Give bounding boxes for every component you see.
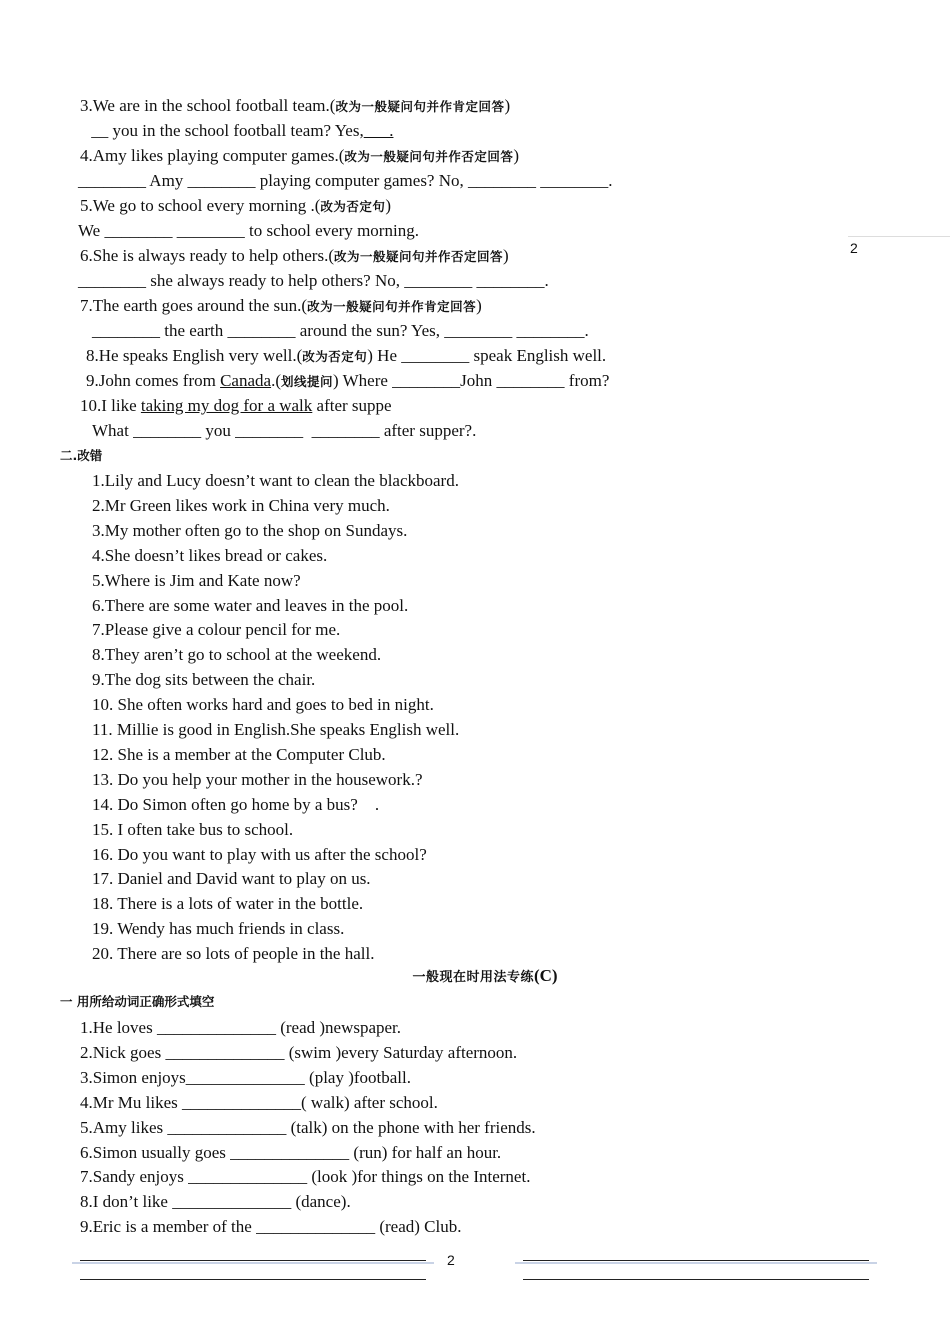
footer-rule-right-bottom — [523, 1279, 869, 1280]
footer-page-number: 2 — [447, 1252, 455, 1268]
fill-blank-item: 8.I don’t like ______________ (dance). — [80, 1192, 351, 1212]
correction-item: 2.Mr Green likes work in China very much. — [92, 495, 390, 515]
correction-item: 16. Do you want to play with us after the school? — [92, 844, 427, 864]
section-c-title: 一般现在时用法专练(C) — [412, 966, 558, 985]
q4-line: 4.Amy likes playing computer games.(改为一般疑问句并作否定回答) — [80, 146, 520, 165]
correction-item: 13. Do you help your mother in the housework.? — [92, 769, 423, 789]
footer-rule-right-shadow — [515, 1262, 877, 1264]
correction-item: 1.Lily and Lucy doesn’t want to clean the blackboard. — [92, 471, 459, 490]
correction-item: 4.She doesn’t likes bread or cakes. — [92, 545, 328, 565]
fill-blank-item: 4.Mr Mu likes ______________( walk) after school. — [80, 1092, 438, 1112]
fill-blank-item: 2.Nick goes ______________ (swim )every Saturday afternoon. — [80, 1042, 518, 1062]
correction-item: 3.My mother often go to the shop on Sundays. — [92, 520, 408, 540]
fill-blank-item: 9.Eric is a member of the ______________ (read) Club. — [80, 1217, 462, 1237]
q7-answer-line: ________ the earth ________ around the sun? Yes, ________ ________. — [92, 321, 589, 340]
q6-answer-line: ________ she always ready to help others? No, ________ ________. — [78, 271, 549, 290]
side-page-number: 2 — [850, 240, 858, 256]
q6-line: 6.She is always ready to help others.(改为一般疑问句并作否定回答) — [80, 246, 509, 265]
correction-item: 11. Millie is good in English.She speaks English well. — [92, 720, 460, 739]
q3-answer-line: __ you in the school football team? Yes, . — [87, 121, 394, 140]
q10-answer-line: What ________ you ________ ________ after supper?. — [92, 421, 477, 440]
correction-item: 6.There are some water and leaves in the pool. — [92, 595, 409, 615]
correction-item: 15. I often take bus to school. — [92, 819, 294, 839]
fill-blank-item: 5.Amy likes ______________ (talk) on the phone with her friends. — [80, 1117, 536, 1137]
q4-answer-line: ________ Amy ________ playing computer games? No, ________ ________. — [78, 171, 613, 190]
section-two-heading: 二.改错 — [60, 448, 103, 463]
correction-item: 10. She often works hard and goes to bed in night. — [92, 695, 434, 715]
q5-answer-line: We ________ ________ to school every morning. — [78, 221, 419, 240]
section-c-heading: 一 用所给动词正确形式填空 — [60, 994, 215, 1009]
correction-item: 8.They aren’t go to school at the weekend. — [92, 645, 382, 665]
correction-item: 14. Do Simon often go home by a bus? . — [92, 794, 380, 814]
correction-item: 9.The dog sits between the chair. — [92, 670, 316, 690]
fill-blank-item: 3.Simon enjoys______________ (play )football. — [80, 1067, 412, 1087]
q8-line: 8.He speaks English very well.(改为否定句) He ________ speak English well. — [86, 346, 607, 365]
correction-item: 5.Where is Jim and Kate now? — [92, 570, 301, 590]
q7-line: 7.The earth goes around the sun.(改为一般疑问句并作肯定回答) — [80, 296, 482, 315]
q3-line: 3.We are in the school football team.(改为一般疑问句并作肯定回答) — [80, 96, 511, 115]
footer-rule-right-top — [523, 1260, 869, 1261]
correction-item: 7.Please give a colour pencil for me. — [92, 620, 341, 640]
q9-line: 9.John comes from Canada.(划线提问) Where ________John ________ from? — [86, 371, 610, 390]
footer-rule-left-bottom — [80, 1279, 426, 1280]
q10-line: 10.I like taking my dog for a walk after suppe — [80, 396, 392, 415]
correction-item: 12. She is a member at the Computer Club. — [92, 744, 386, 764]
footer-rule-left-shadow — [72, 1262, 434, 1264]
correction-item: 18. There is a lots of water in the bottle. — [92, 894, 364, 914]
footer-rule-left-top — [80, 1260, 426, 1261]
correction-item: 19. Wendy has much friends in class. — [92, 919, 345, 939]
fill-blank-item: 1.He loves ______________ (read )newspaper. — [80, 1018, 402, 1037]
fill-blank-item: 6.Simon usually goes ______________ (run) for half an hour. — [80, 1142, 502, 1162]
side-divider — [848, 236, 950, 237]
q5-line: 5.We go to school every morning .(改为否定句) — [80, 196, 392, 215]
correction-item: 17. Daniel and David want to play on us. — [92, 869, 371, 889]
correction-item: 20. There are so lots of people in the hall. — [92, 944, 375, 964]
fill-blank-item: 7.Sandy enjoys ______________ (look )for things on the Internet. — [80, 1167, 531, 1187]
